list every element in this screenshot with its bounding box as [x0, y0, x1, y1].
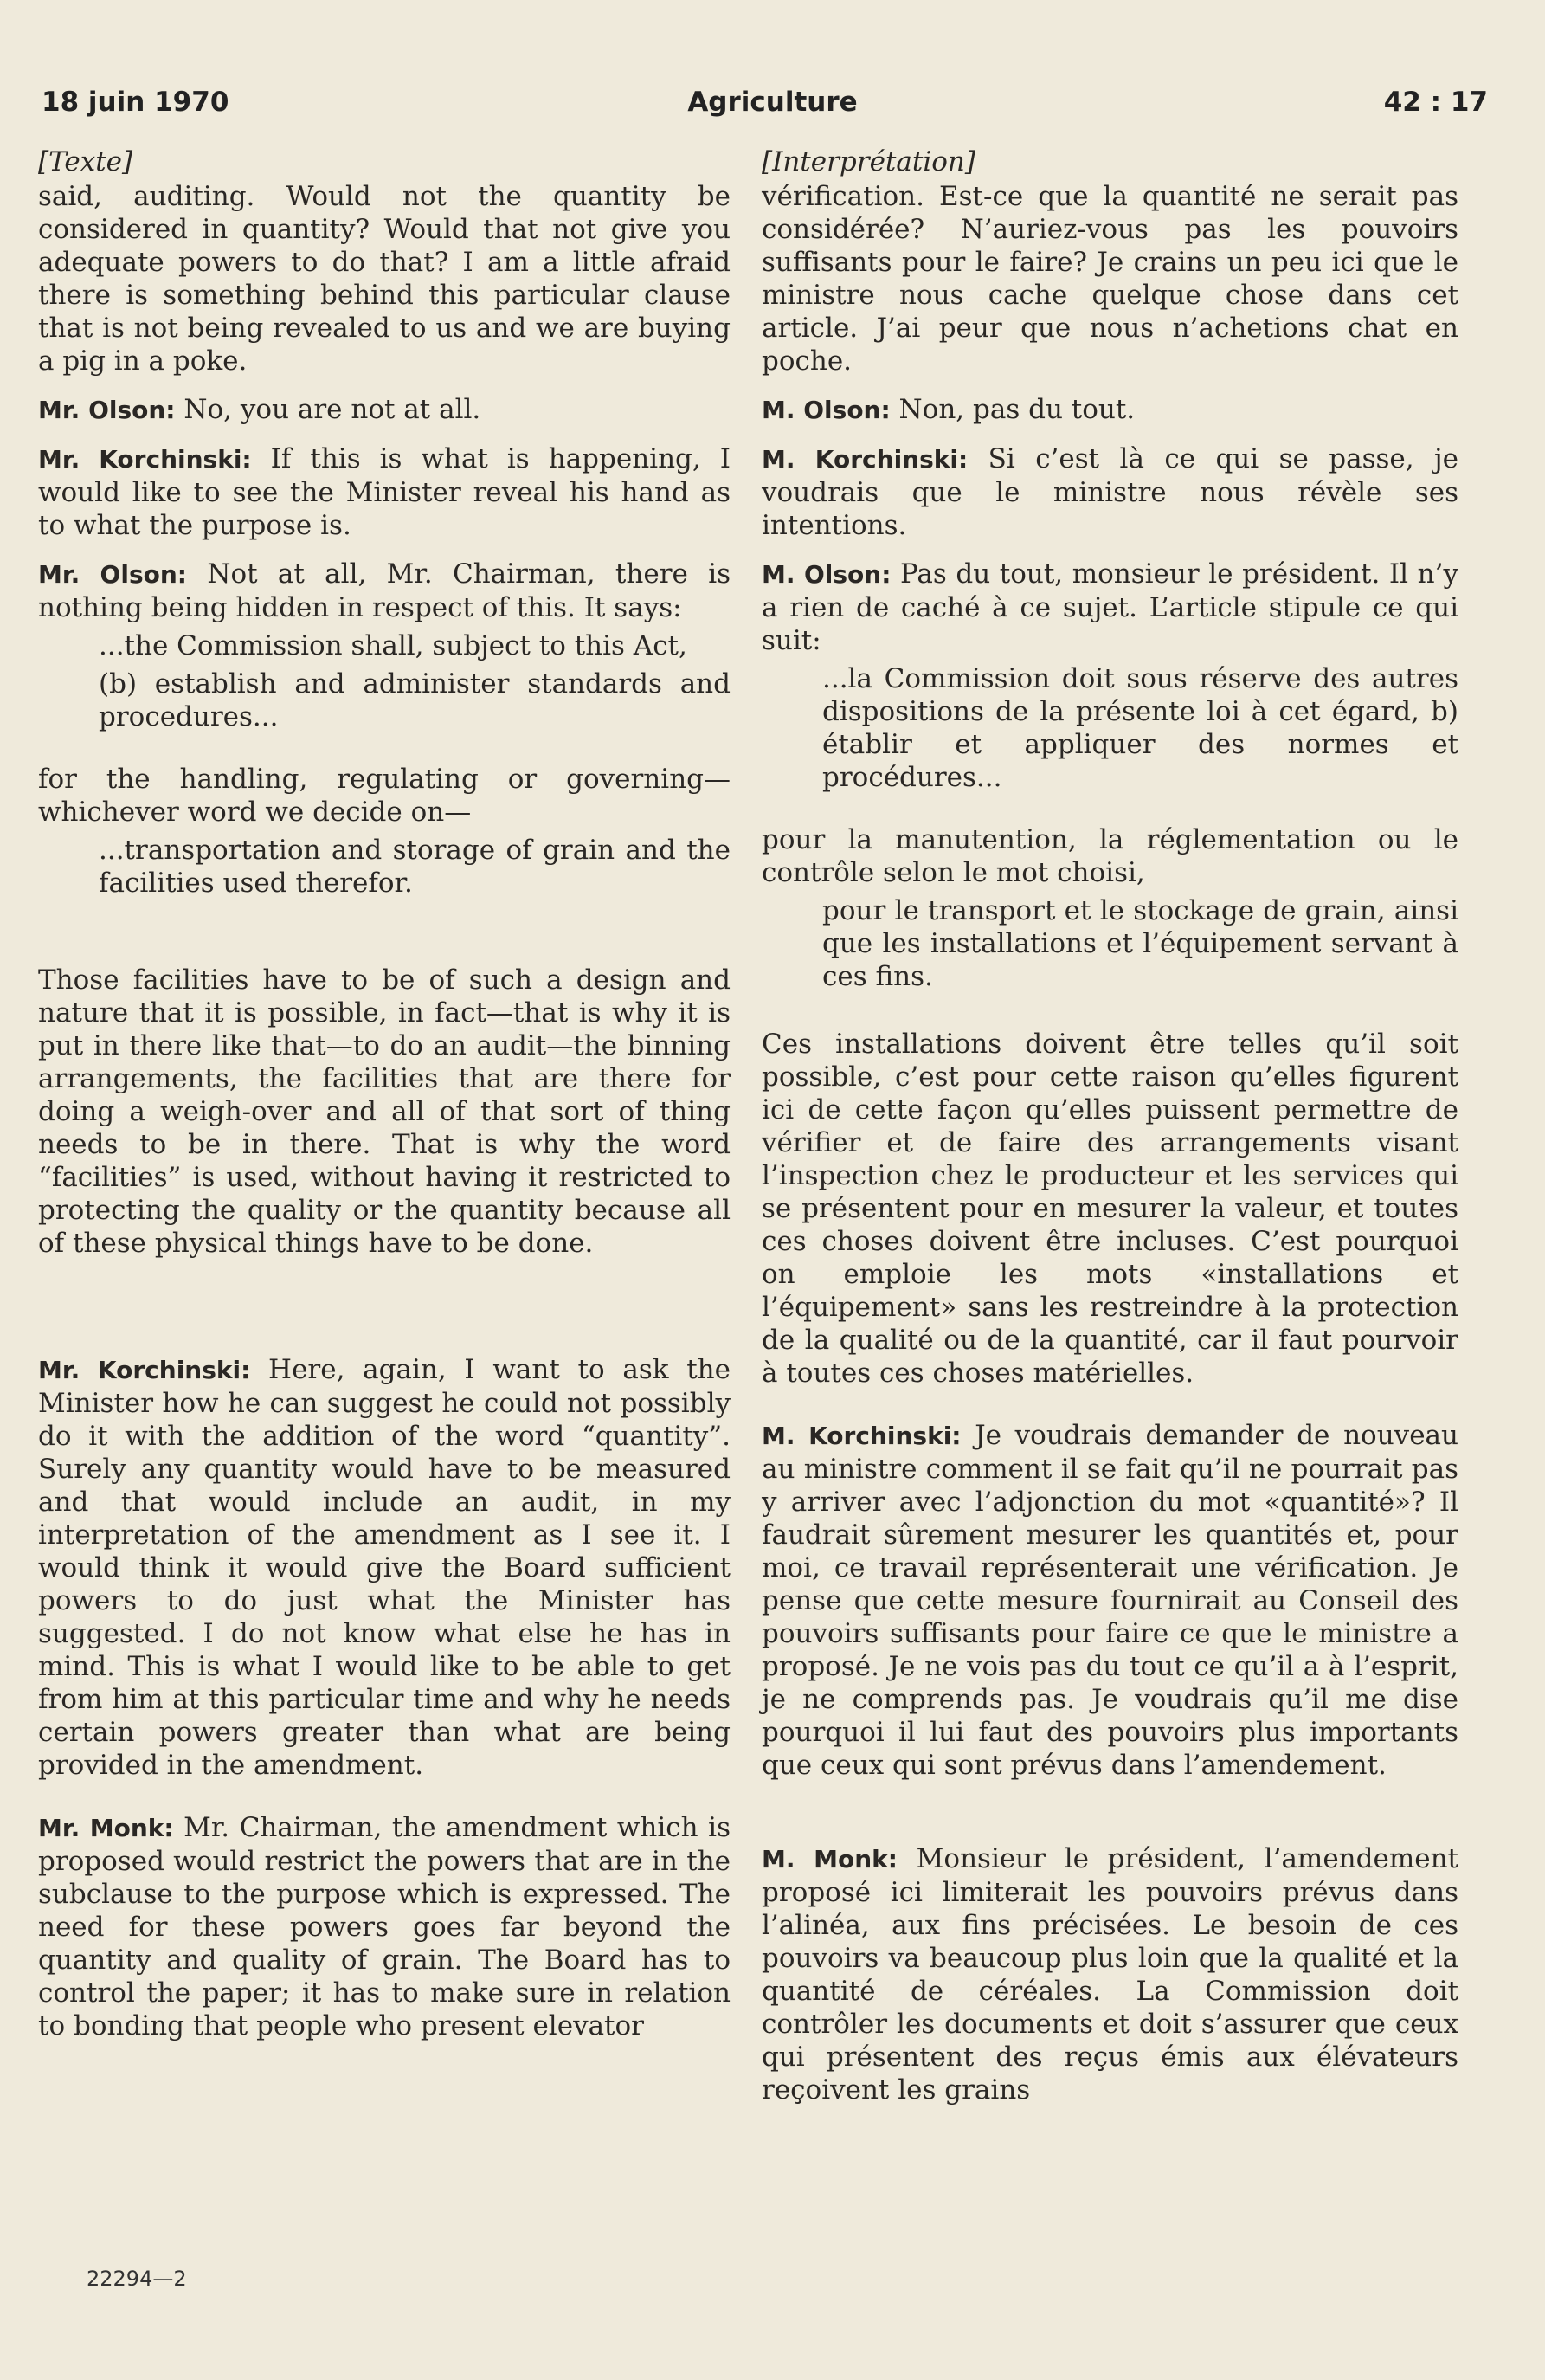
speech-text: Not at all, Mr. Chairman, there is nothing being hidden in respect of this. It says:	[38, 558, 731, 623]
quoted-text: (b) establish and administer standards and procedures...	[99, 668, 731, 732]
speaker-name: Mr. Korchinski:	[38, 1356, 251, 1384]
speech-paragraph	[762, 442, 1458, 542]
column-label: [Texte]	[38, 146, 133, 177]
speech-text: If this is what is happening, I would like to see the Minister reveal his hand as to what the purpose is.	[38, 443, 731, 541]
speaker-name: Mr. Olson:	[38, 396, 176, 424]
speech-text: Here, again, I want to ask the Minister how he can suggest he could not possibly do it with the addition of the word “quantity”. Surely any quantity would have to be measured and that would include an audit, in my interpretation of the amendment as I see it. I would think it would give the Board sufficient powers to do just what the Minister has suggested. I do not know what else he has in mind. This is what I would like to be able to get from him at this particular time and why he needs certain powers greater than what are being provided in the amendment.	[38, 1354, 731, 1781]
speaker-name: M. Korchinski:	[762, 445, 969, 474]
paragraph: Those facilities have to be of such a design and nature that it is possible, in fact—that is why it is put in there like that—to do an audit—the binning arrangements, the facilities that are there for doing a weigh-over and all of that sort of thing needs to be in there. That is why the word “facilities” is used, without having it restricted to protecting the quality or the quantity because all of these physical things have to be done.	[38, 964, 731, 1259]
speaker-name: M. Monk:	[762, 1845, 898, 1874]
speech-text: Si c’est là ce qui se passe, je voudrais que le ministre nous révèle ses intentions.	[762, 443, 1458, 541]
paragraph: vérification. Est-ce que la quantité ne serait pas considérée? N’auriez-vous pas les pouvoirs suffisants pour le faire? Je crains un peu ici que le ministre nous cache quelque chose dans cet article. J’ai peur que nous n’achetions chat en poche.	[762, 181, 1458, 377]
speech-text: Monsieur le président, l’amendement proposé ici limiterait les pouvoirs prévus dans l’alinéa, aux fins précisées. Le besoin de ces pouvoirs va beaucoup plus loin que la qualité et la quantité de céréales. La Commission doit contrôler les documents et doit s’assurer que ceux qui présentent des reçus émis aux élévateurs reçoivent les grains	[762, 1843, 1458, 2106]
speech-paragraph	[762, 393, 1458, 427]
header-date: 18 juin 1970	[42, 87, 229, 118]
speaker-name: M. Olson:	[762, 396, 891, 424]
speech-paragraph	[762, 1419, 1458, 1782]
speech-paragraph	[38, 442, 731, 542]
speaker-name: Mr. Korchinski:	[38, 445, 252, 474]
paragraph: for the handling, regulating or governing—whichever word we decide on—	[38, 764, 731, 828]
speech-text: No, you are not at all.	[183, 394, 481, 425]
speaker-name: M. Korchinski:	[762, 1422, 962, 1450]
speech-text: Non, pas du tout.	[898, 394, 1136, 425]
french-column	[762, 145, 1458, 2106]
speech-text: Je voudrais demander de nouveau au ministre comment il se fait qu’il ne pourrait pas y arriver avec l’adjonction du mot «quantité»? Il faudrait sûrement mesurer les quantités et, pour moi, ce travail représenterait une vérification. Je pense que cette mesure fournirait au Conseil des pouvoirs suffisants pour faire ce que le ministre a proposé. Je ne vois pas du tout ce qu’il a à l’esprit, je ne comprends pas. Je voudrais qu’il me dise pourquoi il lui faut des pouvoirs plus importants que ceux qui sont prévus dans l’amendement.	[762, 1420, 1458, 1781]
speaker-name: M. Olson:	[762, 560, 892, 589]
english-column	[38, 145, 731, 2042]
column-label: [Interprétation]	[762, 146, 975, 177]
quoted-text: ...transportation and storage of grain and the facilities used therefor.	[99, 835, 731, 899]
quoted-text: ...the Commission shall, subject to this Act,	[99, 630, 687, 661]
speech-paragraph	[38, 1811, 731, 2042]
header-title: Agriculture	[687, 87, 858, 118]
quoted-text: pour le transport et le stockage de grain, ainsi que les installations et l’équipement servant à ces fins.	[822, 895, 1458, 992]
speech-paragraph	[762, 1842, 1458, 2106]
speaker-name: Mr. Monk:	[38, 1814, 174, 1842]
paragraph: Ces installations doivent être telles qu’il soit possible, c’est pour cette raison qu’elles figurent ici de cette façon qu’elles puissent permettre de vérifier et de faire des arrangements visant l’inspection chez le producteur et les services qui se présentent pour en mesurer la valeur, et toutes ces choses doivent être incluses. C’est pourquoi on emploie les mots «installations et l’équipement» sans les restreindre à la protection de la qualité ou de la quantité, car il faut pourvoir à toutes ces choses matérielles.	[762, 1029, 1458, 1389]
speech-paragraph	[38, 558, 731, 624]
speaker-name: Mr. Olson:	[38, 560, 187, 589]
speech-paragraph	[38, 1353, 731, 1782]
paragraph: pour la manutention, la réglementation ou le contrôle selon le mot choisi,	[762, 824, 1458, 888]
paragraph: said, auditing. Would not the quantity be considered in quantity? Would that not give you adequate powers to do that? I am a little afraid there is something behind this particular clause that is not being revealed to us and we are buying a pig in a poke.	[38, 181, 731, 377]
speech-text: Mr. Chairman, the amendment which is proposed would restrict the powers that are in the subclause to the purpose which is expressed. The need for these powers goes far beyond the quantity and quality of grain. The Board has to control the paper; it has to make sure in relation to bonding that people who present elevator	[38, 1812, 731, 2041]
speech-paragraph	[762, 558, 1458, 657]
quoted-text: ...la Commission doit sous réserve des autres dispositions de la présente loi à cet égard, b) établir et appliquer des normes et procédures...	[822, 663, 1458, 793]
header-page-number: 42 : 17	[1383, 87, 1488, 118]
footer-print-code: 22294—2	[87, 2267, 187, 2291]
speech-paragraph	[38, 393, 731, 427]
speech-text: Pas du tout, monsieur le président. Il n’y a rien de caché à ce sujet. L’article stipule ce qui suit:	[762, 558, 1458, 656]
